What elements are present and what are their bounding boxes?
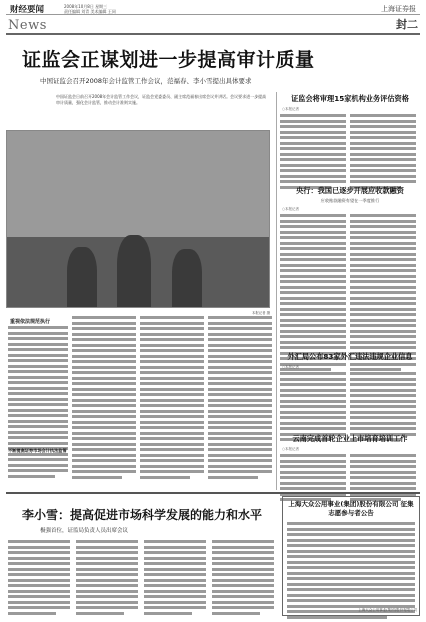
bottom-subheadline: 极强首位，证监局负责人员出席会议 <box>40 528 129 534</box>
notice-footer: 上海大众公用事业(集团)股份有限公司 <box>358 608 417 612</box>
story-right-mid <box>280 186 420 371</box>
photo-figure <box>67 247 97 307</box>
news-label: News <box>8 18 47 33</box>
body-column-2 <box>72 316 136 488</box>
story-right-mid-title: 央行：我国已逐步开展应收款融资 <box>296 186 404 195</box>
page-label: 封二 <box>396 18 418 31</box>
story-right-top-col-a <box>280 114 346 189</box>
lead-intro-text: 中国证监会日前召开2008年会计监管工作会议，证监会党委委员、副主席范福春出席会议并讲话。会议要求进一步提高审计质量，强化会计监管，推动会计准则实施。 <box>56 94 267 105</box>
story-right-lower1-byline: ○本报记者 <box>282 365 300 369</box>
photo-figure <box>172 249 202 307</box>
body-column-3 <box>140 316 204 488</box>
bottom-headline: 李小雪：提高促进市场科学发展的能力和水平 <box>22 508 263 522</box>
story-right-mid-subtitle: 应收账款融资有望在一季度推行 <box>320 198 380 203</box>
story-right-mid-byline: ○本报记者 <box>282 207 300 211</box>
issue-info <box>64 4 116 14</box>
photo-caption: 本报记者 摄 <box>251 311 270 315</box>
editor-credits: 责任编辑 刘青 美术编辑 王同 <box>64 9 116 14</box>
header-rule <box>6 33 420 35</box>
story-right-top-title: 证监会将审理15家机构业务评估资格 <box>291 94 409 103</box>
story-right-lower1 <box>280 352 420 441</box>
lead-headline: 证监会正谋划进一步提高审计质量 <box>22 49 315 71</box>
column-divider <box>276 92 277 490</box>
subhead-left: 重视依法规范执行 <box>10 319 51 325</box>
story-right-lower2-col-b <box>350 454 416 501</box>
bottom-rule <box>6 492 420 494</box>
story-right-lower1-col-a <box>280 372 346 441</box>
story-right-top-col-b <box>350 114 416 189</box>
bottom-col-1 <box>8 540 70 616</box>
bottom-col-2 <box>76 540 138 616</box>
story-right-lower2-byline: ○本报记者 <box>282 447 300 451</box>
lead-photo <box>6 130 270 308</box>
bottom-col-3 <box>144 540 206 616</box>
issue-date: 2008年10月8日 星期三 <box>64 4 108 9</box>
story-right-lower2-title: 云南完成首轮企业上市培育培训工作 <box>292 434 408 443</box>
notice-box <box>282 496 420 616</box>
story-right-lower2-col-a <box>280 454 346 501</box>
masthead-strip <box>6 2 420 15</box>
bottom-body <box>8 540 276 616</box>
story-right-mid-col-b <box>350 214 416 371</box>
photo-figure <box>117 235 151 307</box>
story-right-top <box>280 94 420 189</box>
story-right-mid-col-a <box>280 214 346 371</box>
section-name: 财经要闻 <box>10 5 45 15</box>
photo-backdrop <box>7 131 269 237</box>
body-column-4 <box>208 316 272 488</box>
notice-title: 上海大众公用事业(集团)股份有限公司 征集志愿参与者公告 <box>288 500 414 517</box>
story-right-lower2 <box>280 434 420 501</box>
lead-subheadline: 中国证监会召开2008年会计监管工作会议，范福春、李小雪提出具体要求 <box>40 77 252 85</box>
story-right-lower1-title: 外汇局公布83家外汇违法违规企业信息 <box>287 352 413 361</box>
paper-name: 上海证券报 <box>381 5 416 13</box>
story-right-top-byline: ○本报记者 <box>282 107 300 111</box>
subhead-center: 不断提高证券市场会计执法监管 <box>8 448 67 453</box>
body-column-1 <box>8 326 68 488</box>
story-right-lower1-col-b <box>350 372 416 441</box>
bottom-col-4 <box>212 540 274 616</box>
notice-body <box>287 522 415 619</box>
